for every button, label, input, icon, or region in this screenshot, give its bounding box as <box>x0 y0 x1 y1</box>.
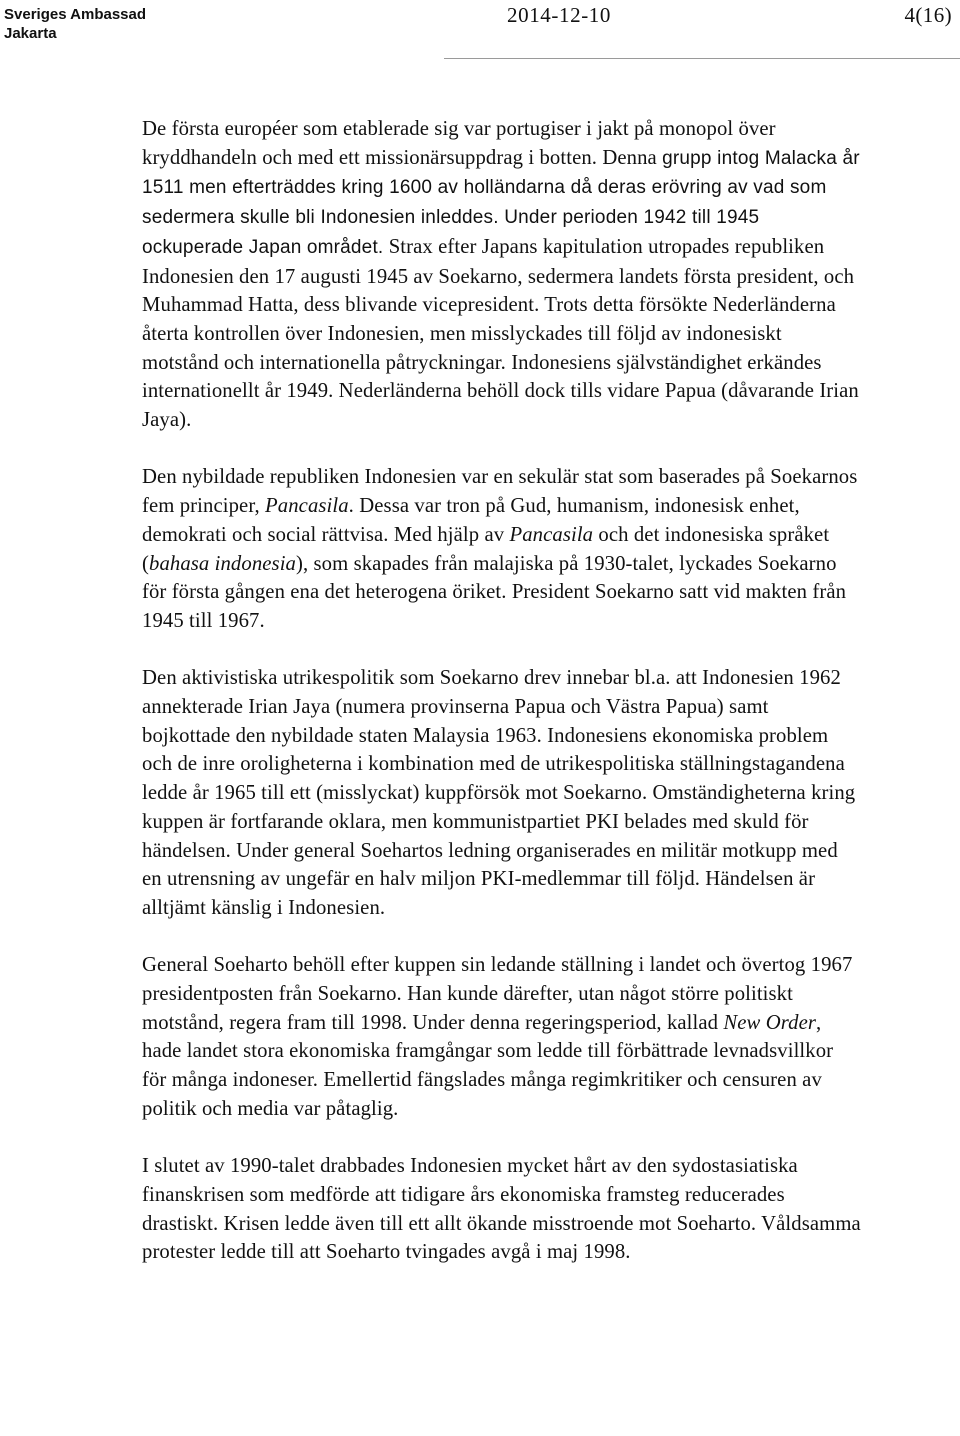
header-divider <box>444 58 960 59</box>
term-new-order: New Order <box>723 1011 817 1034</box>
paragraph-1-lead: De första européer som etablerade sig var portugiser i jakt på monopol över kryddhandeln och med ett missionärsuppdrag i botten. Denna <box>142 118 776 169</box>
term-bahasa-indonesia: bahasa indonesia <box>149 552 296 575</box>
document-date: 2014-12-10 <box>507 3 611 27</box>
org-city: Jakarta <box>4 25 57 42</box>
paragraph-3: Den aktivistiska utrikespolitik som Soekarno drev innebar bl.a. att Indonesien 1962 annekterade Irian Jaya (numera provinserna Papua och Västra Papua) samt bojkottade den nybildade staten Malaysia 1963. Indonesiens ekonomiska problem och de inre oroligheterna i kombination med de utrikespolitiska ställningstagandena ledde år 1965 till ett (misslyckat) kuppförsök mot Soekarno. Omständigheterna kring kuppen är fortfarande oklara, men kommunistpartiet PKI belades med skuld för händelsen. Under general Soehartos ledning organiserades en militär motkupp med en utrensning av ungefär en halv miljon PKI-medlemmar till följd. Händelsen är alltjämt känslig i Indonesien. <box>142 667 856 919</box>
paragraph-2-text-d: ), som skapades från malajiska på 1930-talet, lyckades Soekarno för första gången ena det heterogena öriket. President Soekarno satt vid makten från 1945 till 1967. <box>142 552 847 632</box>
paragraph-2-text-b: . Dessa var tron på Gud, humanism, indonesisk enhet, demokrati och social rättvisa. Med hjälp av <box>142 495 800 546</box>
page-number: 4(16) <box>904 3 952 27</box>
paragraph-4 <box>142 951 862 1123</box>
paragraph-5: I slutet av 1990-talet drabbades Indonesien mycket hårt av den sydostasiatiska finanskrisen som medförde att tidigare års ekonomiska framsteg reducerades drastiskt. Krisen ledde även till ett allt ökande misstroende mot Soeharto. Våldsamma protester ledde till att Soeharto tvingades avgå i maj 1998. <box>142 1155 861 1264</box>
paragraph-1-rest: Strax efter Japans kapitulation utropades republiken Indonesien den 17 augusti 1945 av Soekarno, sedermera landets första president, och Muhammad Hatta, dess blivande vicepresident. Trots detta försökte Nederländerna återta kontrollen över Indonesien, men misslyckades till följd av indonesiskt motstånd och internationella påtryckningar. Indonesiens självständighet erkändes internationellt år 1949. Nederländerna behöll dock tills vidare Papua (dåvarande Irian Jaya). <box>142 235 859 432</box>
paragraph-1-sans-text: grupp intog Malacka år 1511 men efterträddes kring 1600 av holländarna då deras erövring av vad som sedermera skulle bli Indonesien inleddes. Under perioden 1942 till 1945 ockuperade Japan <box>142 147 860 258</box>
term-pancasila-2: Pancasila <box>509 523 594 546</box>
paragraph-1 <box>142 115 862 435</box>
paragraph-2 <box>142 463 862 635</box>
paragraph-1-sans-word: området. <box>306 236 384 258</box>
term-pancasila: Pancasila <box>265 495 349 518</box>
org-name: Sveriges Ambassad <box>4 6 147 23</box>
page-header <box>0 0 960 64</box>
paragraph-4-text-b: , hade landet stora ekonomiska framgångar som ledde till förbättrade levnadsvillkor för många indoneser. Emellertid fängslades många regimkritiker och censuren av politik och media var påtaglig. <box>142 1011 834 1120</box>
paragraph-4-text-a: General Soeharto behöll efter kuppen sin ledande ställning i landet och övertog 1967 presidentposten från Soekarno. Han kunde därefter, utan något större politiskt motstånd, regera fram till 1998. Under denna regeringsperiod, kallad <box>142 954 853 1034</box>
paragraph-2-text-a: Den nybildade republiken Indonesien var en sekulär stat som baserades på Soekarnos fem principer, <box>142 466 858 518</box>
document-body <box>142 115 862 1296</box>
paragraph-2-text-c: och det indonesiska språket ( <box>142 523 830 575</box>
